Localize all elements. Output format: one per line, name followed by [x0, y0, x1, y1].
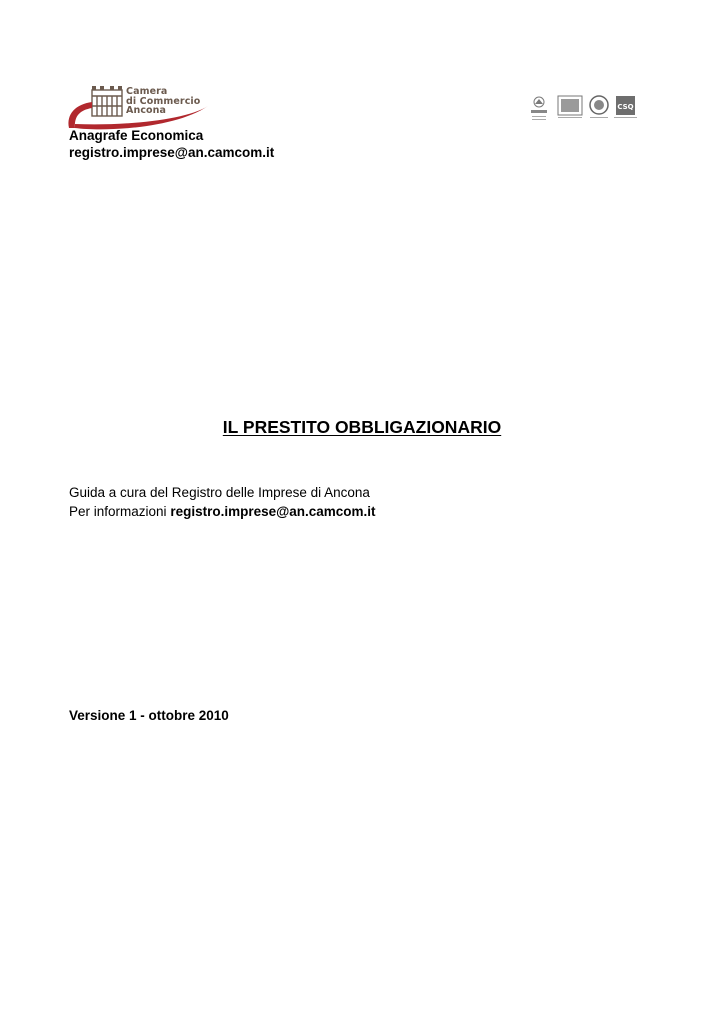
certification-logos: [529, 95, 639, 127]
logo-line-1: Camera: [126, 86, 168, 97]
info-prefix: Per informazioni: [69, 504, 167, 519]
certificate-badge-icon: [558, 96, 582, 118]
logo-text: [126, 87, 200, 116]
department-name: Anagrafe Economica: [69, 128, 204, 143]
document-title: [0, 417, 724, 437]
info-line: [69, 503, 376, 520]
logo-line-3: Ancona: [126, 105, 167, 116]
version-line: Versione 1 - ottobre 2010: [69, 708, 229, 723]
info-email[interactable]: registro.imprese@an.camcom.it: [170, 504, 376, 519]
document-title-text: IL PRESTITO OBBLIGAZIONARIO: [222, 417, 502, 437]
header-email[interactable]: registro.imprese@an.camcom.it: [69, 145, 275, 160]
logo-line-2: di Commercio: [126, 95, 201, 107]
camera-commercio-logo: [66, 84, 216, 130]
guide-line: Guida a cura del Registro delle Imprese di Ancona: [69, 485, 370, 500]
iso-seal-icon: [590, 96, 608, 118]
csq-logo-icon: [614, 96, 637, 118]
svg-text:CSQ: CSQ: [617, 103, 634, 111]
emas-logo-icon: [531, 97, 547, 120]
